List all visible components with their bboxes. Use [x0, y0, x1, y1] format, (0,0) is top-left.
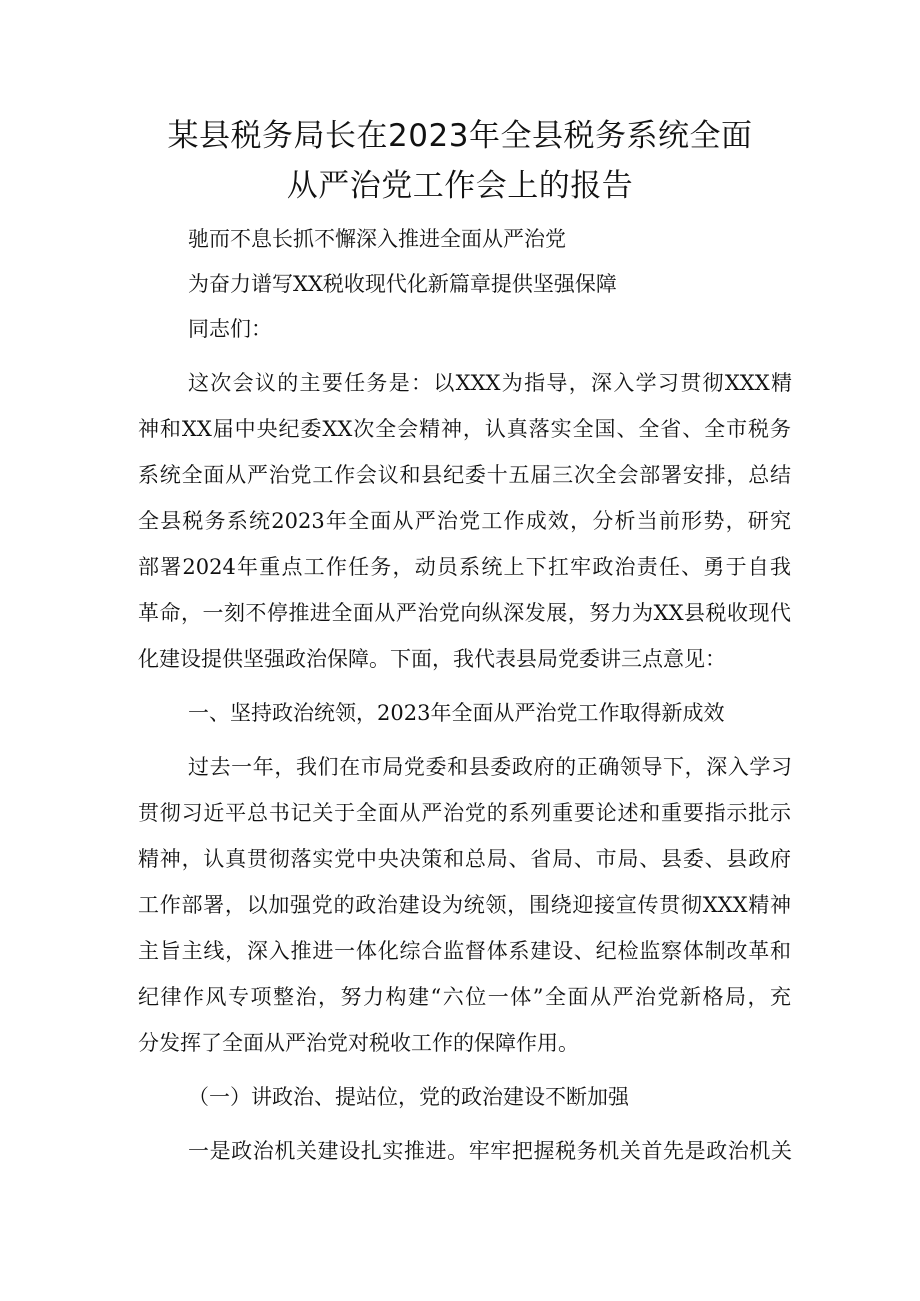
- paragraph-1-line: 系统全面从严治党工作会议和县纪委十五届三次全会部署安排，总结: [138, 463, 791, 487]
- paragraph-1-line: 化建设提供坚强政治保障。下面，我代表县局党委讲三点意见：: [138, 647, 726, 671]
- paragraph-2-line: 主旨主线，深入推进一体化综合监督体系建设、纪检监察体制改革和: [138, 939, 791, 963]
- subtitle-line-2: 为奋力谱写XX税收现代化新篇章提供坚强保障: [188, 272, 617, 296]
- paragraph-3-line: 一是政治机关建设扎实推进。牢牢把握税务机关首先是政治机关: [188, 1139, 792, 1163]
- paragraph-2-line: 分发挥了全面从严治党对税收工作的保障作用。: [138, 1031, 579, 1055]
- subsection-heading-1: （一）讲政治、提站位，党的政治建设不断加强: [188, 1085, 629, 1109]
- paragraph-2-line: 工作部署，以加强党的政治建设为统领，围绕迎接宣传贯彻XXX精神: [138, 893, 791, 917]
- paragraph-2-line: 过去一年，我们在市局党委和县委政府的正确领导下，深入学习: [188, 755, 792, 779]
- paragraph-1-line: 神和XX届中央纪委XX次全会精神，认真落实全国、全省、全市税务: [138, 417, 791, 441]
- paragraph-1-line: 全县税务系统2023年全面从严治党工作成效，分析当前形势，研究: [138, 509, 791, 533]
- document-title-line-2: 从严治党工作会上的报告: [286, 168, 634, 204]
- paragraph-1-line: 革命，一刻不停推进全面从严治党向纵深发展，努力为XX县税收现代: [138, 601, 791, 625]
- salutation: 同志们：: [188, 317, 272, 341]
- paragraph-1-line: 这次会议的主要任务是：以XXX为指导，深入学习贯彻XXX精: [188, 371, 792, 395]
- paragraph-2-line: 贯彻习近平总书记关于全面从严治党的系列重要论述和重要指示批示: [138, 801, 791, 825]
- paragraph-2-line: 精神，认真贯彻落实党中央决策和总局、省局、市局、县委、县政府: [138, 847, 791, 871]
- paragraph-1-line: 部署2024年重点工作任务，动员系统上下扛牢政治责任、勇于自我: [138, 555, 791, 579]
- paragraph-2-line: 纪律作风专项整治，努力构建“六位一体”全面从严治党新格局，充: [138, 985, 791, 1009]
- document-title-line-1: 某县税务局长在2023年全县税务系统全面: [167, 118, 753, 154]
- section-heading-1: 一、坚持政治统领，2023年全面从严治党工作取得新成效: [188, 701, 725, 725]
- subtitle-line-1: 驰而不息长抓不懈深入推进全面从严治党: [188, 227, 566, 251]
